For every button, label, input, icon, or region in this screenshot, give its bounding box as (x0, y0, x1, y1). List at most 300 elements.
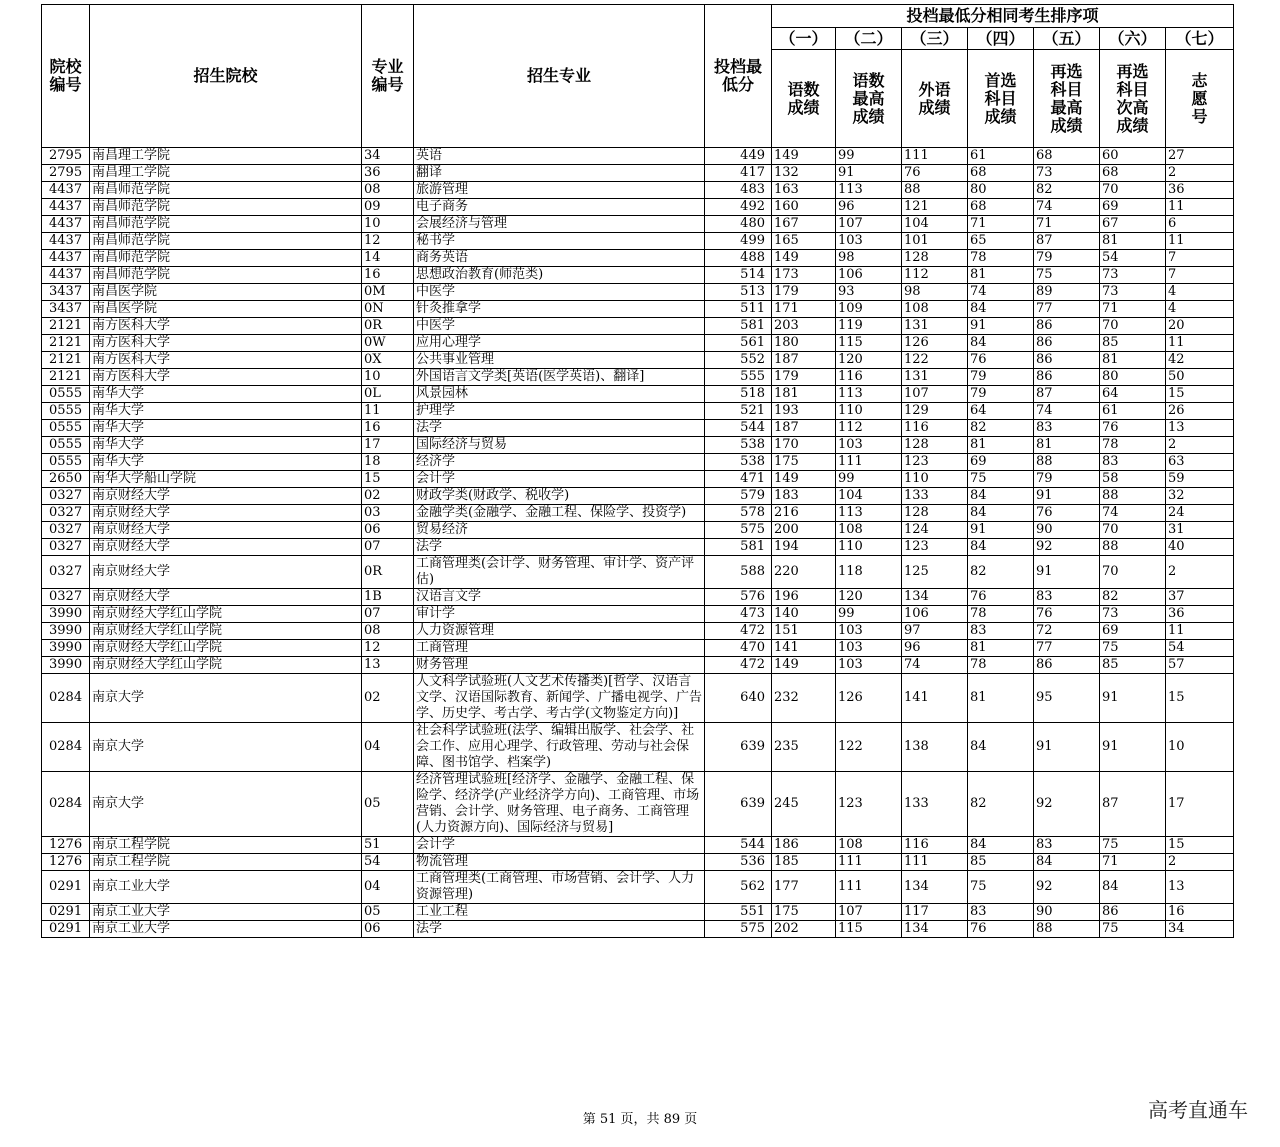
cell-tiebreak-5: 92 (1034, 871, 1100, 904)
cell-tiebreak-1: 245 (772, 772, 836, 837)
cell-min-score: 483 (705, 182, 772, 199)
table-header (42, 5, 1234, 148)
cell-tiebreak-6: 83 (1100, 454, 1166, 471)
cell-major: 会计学 (414, 471, 705, 488)
cell-tiebreak-6: 71 (1100, 854, 1166, 871)
cell-tiebreak-2: 109 (836, 301, 902, 318)
cell-school: 南京财经大学 (90, 505, 362, 522)
cell-tiebreak-3: 128 (902, 437, 968, 454)
table-row (42, 522, 1234, 539)
table-row (42, 182, 1234, 199)
cell-tiebreak-2: 110 (836, 539, 902, 556)
cell-major-code: 34 (362, 148, 414, 165)
cell-tiebreak-3: 108 (902, 301, 968, 318)
header-sub-number: （一） (772, 28, 836, 50)
cell-tiebreak-2: 122 (836, 723, 902, 772)
cell-tiebreak-5: 81 (1034, 437, 1100, 454)
cell-tiebreak-6: 71 (1100, 301, 1166, 318)
cell-tiebreak-4: 80 (968, 182, 1034, 199)
cell-major-code: 16 (362, 420, 414, 437)
cell-min-score: 576 (705, 589, 772, 606)
cell-min-score: 511 (705, 301, 772, 318)
cell-tiebreak-6: 84 (1100, 871, 1166, 904)
header-sub-label: 再选科目次高成绩 (1100, 50, 1166, 148)
cell-tiebreak-4: 75 (968, 871, 1034, 904)
cell-school-code: 0284 (42, 723, 90, 772)
page-number: 第 51 页，共 89 页 (582, 1112, 698, 1127)
cell-school: 南京财经大学 (90, 539, 362, 556)
cell-school-code: 0284 (42, 674, 90, 723)
cell-tiebreak-3: 134 (902, 589, 968, 606)
cell-tiebreak-3: 133 (902, 772, 968, 837)
cell-school: 南方医科大学 (90, 318, 362, 335)
cell-tiebreak-5: 73 (1034, 165, 1100, 182)
cell-school-code: 0327 (42, 556, 90, 589)
cell-tiebreak-6: 81 (1100, 352, 1166, 369)
cell-tiebreak-1: 200 (772, 522, 836, 539)
header-sub-number: （七） (1166, 28, 1234, 50)
cell-tiebreak-1: 220 (772, 556, 836, 589)
cell-major: 人文科学试验班(人文艺术传播类)[哲学、汉语言文学、汉语国际教育、新闻学、广播电视学、广告学、历史学、考古学、考古学(文物鉴定方向)] (414, 674, 705, 723)
cell-tiebreak-2: 111 (836, 871, 902, 904)
cell-school-code: 0327 (42, 488, 90, 505)
cell-tiebreak-1: 179 (772, 284, 836, 301)
cell-tiebreak-1: 181 (772, 386, 836, 403)
cell-tiebreak-3: 134 (902, 871, 968, 904)
cell-school: 南京财经大学 (90, 589, 362, 606)
cell-min-score: 544 (705, 837, 772, 854)
table-row (42, 233, 1234, 250)
cell-major-code: 05 (362, 772, 414, 837)
cell-tiebreak-1: 175 (772, 904, 836, 921)
table-row (42, 318, 1234, 335)
cell-major-code: 10 (362, 369, 414, 386)
cell-min-score: 513 (705, 284, 772, 301)
cell-tiebreak-7: 13 (1166, 420, 1234, 437)
cell-tiebreak-5: 91 (1034, 556, 1100, 589)
table-row (42, 640, 1234, 657)
header-major: 招生专业 (414, 5, 705, 148)
cell-tiebreak-7: 59 (1166, 471, 1234, 488)
cell-tiebreak-4: 85 (968, 854, 1034, 871)
cell-tiebreak-6: 82 (1100, 589, 1166, 606)
cell-tiebreak-1: 186 (772, 837, 836, 854)
header-sub-number: （六） (1100, 28, 1166, 50)
cell-tiebreak-3: 123 (902, 454, 968, 471)
cell-school-code: 3990 (42, 657, 90, 674)
cell-min-score: 499 (705, 233, 772, 250)
cell-tiebreak-3: 124 (902, 522, 968, 539)
cell-tiebreak-3: 96 (902, 640, 968, 657)
cell-tiebreak-4: 69 (968, 454, 1034, 471)
cell-tiebreak-5: 68 (1034, 148, 1100, 165)
cell-tiebreak-5: 92 (1034, 539, 1100, 556)
cell-tiebreak-1: 151 (772, 623, 836, 640)
cell-tiebreak-5: 71 (1034, 216, 1100, 233)
cell-tiebreak-7: 6 (1166, 216, 1234, 233)
cell-min-score: 579 (705, 488, 772, 505)
cell-tiebreak-5: 86 (1034, 318, 1100, 335)
cell-tiebreak-6: 78 (1100, 437, 1166, 454)
cell-tiebreak-4: 91 (968, 522, 1034, 539)
cell-tiebreak-6: 73 (1100, 606, 1166, 623)
cell-tiebreak-3: 116 (902, 420, 968, 437)
cell-school: 南华大学 (90, 386, 362, 403)
cell-tiebreak-6: 68 (1100, 165, 1166, 182)
cell-tiebreak-3: 141 (902, 674, 968, 723)
cell-school: 南华大学 (90, 437, 362, 454)
cell-tiebreak-1: 165 (772, 233, 836, 250)
cell-major-code: 10 (362, 216, 414, 233)
cell-tiebreak-1: 149 (772, 148, 836, 165)
cell-tiebreak-6: 86 (1100, 904, 1166, 921)
cell-tiebreak-4: 68 (968, 199, 1034, 216)
cell-tiebreak-2: 99 (836, 148, 902, 165)
header-school-code: 院校编号 (42, 5, 90, 148)
cell-tiebreak-7: 2 (1166, 165, 1234, 182)
cell-tiebreak-6: 91 (1100, 723, 1166, 772)
cell-tiebreak-6: 69 (1100, 199, 1166, 216)
cell-tiebreak-2: 115 (836, 921, 902, 938)
cell-tiebreak-7: 24 (1166, 505, 1234, 522)
cell-tiebreak-7: 2 (1166, 437, 1234, 454)
cell-major-code: 09 (362, 199, 414, 216)
table-row (42, 488, 1234, 505)
cell-major-code: 11 (362, 403, 414, 420)
watermark: 高考直通车 (1148, 1098, 1248, 1122)
cell-major: 旅游管理 (414, 182, 705, 199)
cell-min-score: 449 (705, 148, 772, 165)
cell-major: 会展经济与管理 (414, 216, 705, 233)
cell-tiebreak-2: 113 (836, 505, 902, 522)
cell-tiebreak-6: 75 (1100, 837, 1166, 854)
cell-tiebreak-7: 36 (1166, 606, 1234, 623)
cell-school-code: 1276 (42, 854, 90, 871)
cell-min-score: 471 (705, 471, 772, 488)
cell-school: 南京财经大学 (90, 556, 362, 589)
cell-min-score: 639 (705, 772, 772, 837)
cell-school: 南昌师范学院 (90, 233, 362, 250)
header-sub-label: 再选科目最高成绩 (1034, 50, 1100, 148)
cell-major-code: 54 (362, 854, 414, 871)
cell-tiebreak-4: 76 (968, 589, 1034, 606)
cell-school: 南华大学 (90, 403, 362, 420)
cell-school: 南京财经大学红山学院 (90, 606, 362, 623)
cell-school: 南京工业大学 (90, 871, 362, 904)
cell-tiebreak-7: 15 (1166, 837, 1234, 854)
cell-tiebreak-2: 104 (836, 488, 902, 505)
cell-major: 经济管理试验班[经济学、金融学、金融工程、保险学、经济学(产业经济学方向)、工商管理、市场营销、会计学、财务管理、电子商务、工商管理(人力资源方向)、国际经济与贸易] (414, 772, 705, 837)
cell-tiebreak-2: 106 (836, 267, 902, 284)
cell-tiebreak-3: 134 (902, 921, 968, 938)
cell-tiebreak-1: 171 (772, 301, 836, 318)
cell-tiebreak-3: 122 (902, 352, 968, 369)
cell-major-code: 05 (362, 904, 414, 921)
table-row (42, 335, 1234, 352)
cell-tiebreak-4: 64 (968, 403, 1034, 420)
cell-major: 审计学 (414, 606, 705, 623)
cell-min-score: 536 (705, 854, 772, 871)
cell-major-code: 07 (362, 606, 414, 623)
cell-tiebreak-6: 76 (1100, 420, 1166, 437)
table-row (42, 589, 1234, 606)
cell-tiebreak-4: 84 (968, 723, 1034, 772)
cell-tiebreak-2: 111 (836, 454, 902, 471)
cell-school: 南华大学 (90, 454, 362, 471)
cell-major-code: 08 (362, 623, 414, 640)
table-row (42, 854, 1234, 871)
cell-tiebreak-1: 216 (772, 505, 836, 522)
cell-tiebreak-6: 81 (1100, 233, 1166, 250)
header-tiebreak-group: 投档最低分相同考生排序项 (772, 5, 1234, 28)
cell-tiebreak-1: 179 (772, 369, 836, 386)
cell-min-score: 514 (705, 267, 772, 284)
cell-tiebreak-7: 26 (1166, 403, 1234, 420)
cell-tiebreak-2: 96 (836, 199, 902, 216)
cell-tiebreak-3: 111 (902, 148, 968, 165)
cell-tiebreak-7: 34 (1166, 921, 1234, 938)
cell-tiebreak-3: 133 (902, 488, 968, 505)
cell-min-score: 575 (705, 522, 772, 539)
cell-tiebreak-1: 194 (772, 539, 836, 556)
cell-major: 财政学类(财政学、税收学) (414, 488, 705, 505)
cell-major: 会计学 (414, 837, 705, 854)
cell-tiebreak-2: 126 (836, 674, 902, 723)
cell-major: 法学 (414, 921, 705, 938)
cell-school: 南方医科大学 (90, 369, 362, 386)
cell-tiebreak-1: 187 (772, 420, 836, 437)
cell-school-code: 2795 (42, 165, 90, 182)
table-row (42, 352, 1234, 369)
cell-tiebreak-3: 101 (902, 233, 968, 250)
table-row (42, 471, 1234, 488)
cell-tiebreak-6: 80 (1100, 369, 1166, 386)
cell-school-code: 4437 (42, 216, 90, 233)
cell-tiebreak-5: 91 (1034, 723, 1100, 772)
cell-tiebreak-6: 70 (1100, 318, 1166, 335)
cell-tiebreak-5: 83 (1034, 837, 1100, 854)
cell-tiebreak-4: 71 (968, 216, 1034, 233)
cell-major: 经济学 (414, 454, 705, 471)
cell-school-code: 2121 (42, 369, 90, 386)
cell-major-code: 0X (362, 352, 414, 369)
cell-tiebreak-5: 86 (1034, 352, 1100, 369)
cell-tiebreak-6: 70 (1100, 522, 1166, 539)
cell-major: 外国语言文学类[英语(医学英语)、翻译] (414, 369, 705, 386)
cell-tiebreak-4: 81 (968, 640, 1034, 657)
cell-tiebreak-6: 88 (1100, 488, 1166, 505)
cell-tiebreak-7: 11 (1166, 199, 1234, 216)
cell-tiebreak-7: 7 (1166, 267, 1234, 284)
table-row (42, 921, 1234, 938)
cell-tiebreak-3: 106 (902, 606, 968, 623)
admission-score-table (41, 4, 1234, 938)
cell-min-score: 473 (705, 606, 772, 623)
cell-major: 社会科学试验班(法学、编辑出版学、社会学、社会工作、应用心理学、行政管理、劳动与社会保障、图书馆学、档案学) (414, 723, 705, 772)
cell-tiebreak-4: 75 (968, 471, 1034, 488)
header-sub-label: 语数成绩 (772, 50, 836, 148)
cell-school: 南京大学 (90, 674, 362, 723)
cell-major: 英语 (414, 148, 705, 165)
cell-school: 南昌医学院 (90, 284, 362, 301)
cell-major: 护理学 (414, 403, 705, 420)
cell-tiebreak-2: 103 (836, 640, 902, 657)
cell-major: 汉语言文学 (414, 589, 705, 606)
cell-tiebreak-6: 75 (1100, 640, 1166, 657)
cell-tiebreak-6: 87 (1100, 772, 1166, 837)
cell-tiebreak-7: 2 (1166, 854, 1234, 871)
cell-min-score: 639 (705, 723, 772, 772)
table-row (42, 505, 1234, 522)
cell-major: 物流管理 (414, 854, 705, 871)
cell-major-code: 08 (362, 182, 414, 199)
cell-school-code: 2121 (42, 318, 90, 335)
cell-tiebreak-7: 36 (1166, 182, 1234, 199)
table-row (42, 369, 1234, 386)
cell-tiebreak-7: 4 (1166, 284, 1234, 301)
cell-major: 法学 (414, 539, 705, 556)
cell-tiebreak-7: 15 (1166, 386, 1234, 403)
cell-tiebreak-4: 82 (968, 556, 1034, 589)
cell-major: 工商管理类(会计学、财务管理、审计学、资产评估) (414, 556, 705, 589)
cell-min-score: 552 (705, 352, 772, 369)
cell-school-code: 2795 (42, 148, 90, 165)
cell-min-score: 472 (705, 623, 772, 640)
cell-school-code: 4437 (42, 233, 90, 250)
table-row (42, 871, 1234, 904)
cell-tiebreak-5: 75 (1034, 267, 1100, 284)
cell-school: 南昌医学院 (90, 301, 362, 318)
cell-tiebreak-6: 64 (1100, 386, 1166, 403)
table-row (42, 539, 1234, 556)
cell-tiebreak-7: 11 (1166, 335, 1234, 352)
cell-tiebreak-2: 107 (836, 904, 902, 921)
cell-tiebreak-2: 116 (836, 369, 902, 386)
cell-school: 南昌师范学院 (90, 182, 362, 199)
cell-school-code: 0291 (42, 921, 90, 938)
cell-tiebreak-5: 79 (1034, 471, 1100, 488)
cell-tiebreak-5: 82 (1034, 182, 1100, 199)
cell-min-score: 470 (705, 640, 772, 657)
cell-tiebreak-7: 7 (1166, 250, 1234, 267)
cell-tiebreak-5: 89 (1034, 284, 1100, 301)
cell-major: 秘书学 (414, 233, 705, 250)
cell-tiebreak-7: 15 (1166, 674, 1234, 723)
cell-tiebreak-2: 103 (836, 657, 902, 674)
cell-tiebreak-1: 170 (772, 437, 836, 454)
cell-tiebreak-3: 128 (902, 250, 968, 267)
cell-tiebreak-3: 98 (902, 284, 968, 301)
cell-tiebreak-2: 112 (836, 420, 902, 437)
cell-tiebreak-4: 81 (968, 267, 1034, 284)
cell-min-score: 581 (705, 318, 772, 335)
cell-min-score: 551 (705, 904, 772, 921)
cell-tiebreak-4: 82 (968, 772, 1034, 837)
cell-major-code: 03 (362, 505, 414, 522)
cell-tiebreak-5: 92 (1034, 772, 1100, 837)
cell-tiebreak-3: 121 (902, 199, 968, 216)
cell-tiebreak-2: 110 (836, 403, 902, 420)
table-row (42, 284, 1234, 301)
cell-school: 南方医科大学 (90, 335, 362, 352)
table-row (42, 657, 1234, 674)
cell-major: 中医学 (414, 284, 705, 301)
header-sub-label: 志愿号 (1166, 50, 1234, 148)
cell-major: 公共事业管理 (414, 352, 705, 369)
cell-tiebreak-3: 116 (902, 837, 968, 854)
cell-tiebreak-4: 91 (968, 318, 1034, 335)
cell-tiebreak-4: 81 (968, 674, 1034, 723)
cell-tiebreak-6: 73 (1100, 267, 1166, 284)
cell-major-code: 0R (362, 556, 414, 589)
cell-tiebreak-7: 31 (1166, 522, 1234, 539)
cell-tiebreak-5: 79 (1034, 250, 1100, 267)
cell-min-score: 488 (705, 250, 772, 267)
cell-tiebreak-4: 84 (968, 301, 1034, 318)
cell-major-code: 0N (362, 301, 414, 318)
cell-school: 南华大学 (90, 420, 362, 437)
cell-tiebreak-4: 84 (968, 837, 1034, 854)
cell-school: 南京财经大学 (90, 488, 362, 505)
cell-min-score: 538 (705, 454, 772, 471)
cell-min-score: 480 (705, 216, 772, 233)
cell-tiebreak-2: 120 (836, 352, 902, 369)
cell-tiebreak-7: 20 (1166, 318, 1234, 335)
cell-tiebreak-1: 202 (772, 921, 836, 938)
cell-major: 商务英语 (414, 250, 705, 267)
cell-tiebreak-5: 90 (1034, 904, 1100, 921)
table-row (42, 772, 1234, 837)
cell-major-code: 1B (362, 589, 414, 606)
table-row (42, 386, 1234, 403)
table-row (42, 420, 1234, 437)
cell-tiebreak-3: 129 (902, 403, 968, 420)
cell-major: 工商管理 (414, 640, 705, 657)
cell-min-score: 578 (705, 505, 772, 522)
cell-major: 财务管理 (414, 657, 705, 674)
cell-tiebreak-4: 68 (968, 165, 1034, 182)
cell-tiebreak-6: 88 (1100, 539, 1166, 556)
cell-tiebreak-4: 76 (968, 352, 1034, 369)
cell-tiebreak-3: 112 (902, 267, 968, 284)
cell-school-code: 0555 (42, 420, 90, 437)
cell-tiebreak-2: 93 (836, 284, 902, 301)
cell-tiebreak-5: 83 (1034, 589, 1100, 606)
cell-min-score: 588 (705, 556, 772, 589)
cell-tiebreak-7: 13 (1166, 871, 1234, 904)
cell-school-code: 0291 (42, 871, 90, 904)
cell-tiebreak-6: 60 (1100, 148, 1166, 165)
cell-tiebreak-5: 87 (1034, 386, 1100, 403)
cell-major-code: 02 (362, 488, 414, 505)
cell-tiebreak-1: 232 (772, 674, 836, 723)
table-row (42, 301, 1234, 318)
cell-tiebreak-7: 40 (1166, 539, 1234, 556)
cell-major: 法学 (414, 420, 705, 437)
cell-school: 南方医科大学 (90, 352, 362, 369)
cell-tiebreak-4: 83 (968, 904, 1034, 921)
cell-min-score: 518 (705, 386, 772, 403)
cell-tiebreak-7: 11 (1166, 233, 1234, 250)
cell-major-code: 51 (362, 837, 414, 854)
cell-tiebreak-2: 98 (836, 250, 902, 267)
cell-school-code: 3990 (42, 623, 90, 640)
cell-tiebreak-1: 167 (772, 216, 836, 233)
cell-school: 南昌理工学院 (90, 165, 362, 182)
cell-tiebreak-6: 70 (1100, 556, 1166, 589)
cell-school: 南京财经大学红山学院 (90, 640, 362, 657)
cell-tiebreak-7: 42 (1166, 352, 1234, 369)
